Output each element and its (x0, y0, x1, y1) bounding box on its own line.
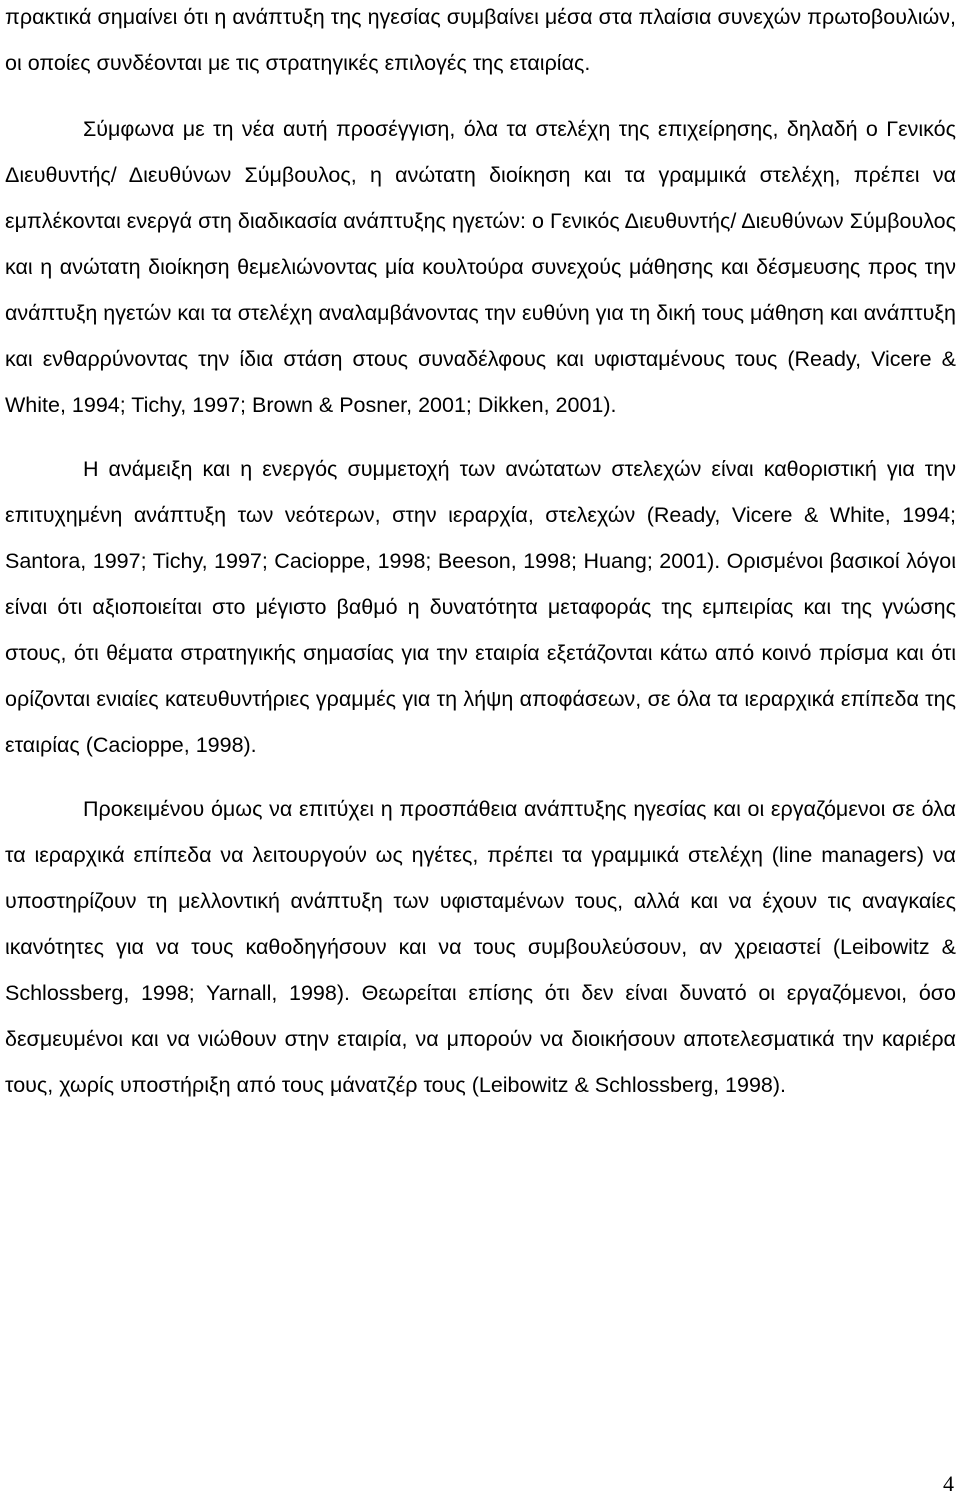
paragraph-line-managers: Προκειμένου όμως να επιτύχει η προσπάθεια ανάπτυξης ηγεσίας και οι εργαζόμενοι σε όλα τα ιεραρχικά επίπεδα να λειτουργούν ως ηγέτες, πρέπει τα γραμμικά στελέχη (line managers) να υποστηρίζουν τη μελλοντική ανάπτυξη των υφισταμένων τους, αλλά και να έχουν τις αναγκαίες ικανότητες για να τους καθοδηγήσουν και να τους συμβουλεύσουν, αν χρειαστεί (Leibowitz & Schlossberg, 1998; Yarnall, 1998). Θεωρείται επίσης ότι δεν είναι δυνατό οι εργαζόμενοι, όσο δεσμευμένοι και να νιώθουν στην εταιρία, να μπορούν να διοικήσουν αποτελεσματικά την καριέρα τους, χωρίς υποστήριξη από τους μάνατζέρ τους (Leibowitz & Schlossberg, 1998). (5, 797, 956, 1097)
paragraph-continuation: πρακτικά σημαίνει ότι η ανάπτυξη της ηγεσίας συμβαίνει μέσα στα πλαίσια συνεχών πρωτοβουλιών, οι οποίες συνδέονται με τις στρατηγικές επιλογές της εταιρίας. (5, 5, 956, 75)
page-number: 4 (943, 1471, 954, 1496)
paragraph-senior-involvement: Η ανάμειξη και η ενεργός συμμετοχή των ανώτατων στελεχών είναι καθοριστική για την επιτυχημένη ανάπτυξη των νεότερων, στην ιεραρχία, στελεχών (Ready, Vicere & White, 1994; Santora, 1997; Tichy, 1997; Cacioppe, 1998; Beeson, 1998; Huang; 2001). Ορισμένοι βασικοί λόγοι είναι ότι αξιοποιείται στο μέγιστο βαθμό η δυνατότητα μεταφοράς της εμπειρίας και της γνώσης στους, ότι θέματα στρατηγικής σημασίας για την εταιρία εξετάζονται κάτω από κοινό πρίσμα και ότι ορίζονται ενιαίες κατευθυντήριες γραμμές για τη λήψη αποφάσεων, σε όλα τα ιεραρχικά επίπεδα της εταιρίας (Cacioppe, 1998). (5, 457, 956, 757)
paragraph-new-approach: Σύμφωνα με τη νέα αυτή προσέγγιση, όλα τα στελέχη της επιχείρησης, δηλαδή ο Γενικός Διευθυντής/ Διευθύνων Σύμβουλος, η ανώτατη διοίκηση και τα γραμμικά στελέχη, πρέπει να εμπλέκονται ενεργά στη διαδικασία ανάπτυξης ηγετών: ο Γενικός Διευθυντής/ Διευθύνων Σύμβουλος και η ανώτατη διοίκηση θεμελιώνοντας μία κουλτούρα συνεχούς μάθησης και δέσμευσης προς την ανάπτυξη ηγετών και τα στελέχη αναλαμβάνοντας την ευθύνη για τη δική τους μάθηση και ανάπτυξη και ενθαρρύνοντας την ίδια στάση στους συναδέλφους και υφισταμένους τους (Ready, Vicere & White, 1994; Tichy, 1997; Brown & Posner, 2001; Dikken, 2001). (5, 117, 956, 417)
document-page (5, 0, 956, 1108)
